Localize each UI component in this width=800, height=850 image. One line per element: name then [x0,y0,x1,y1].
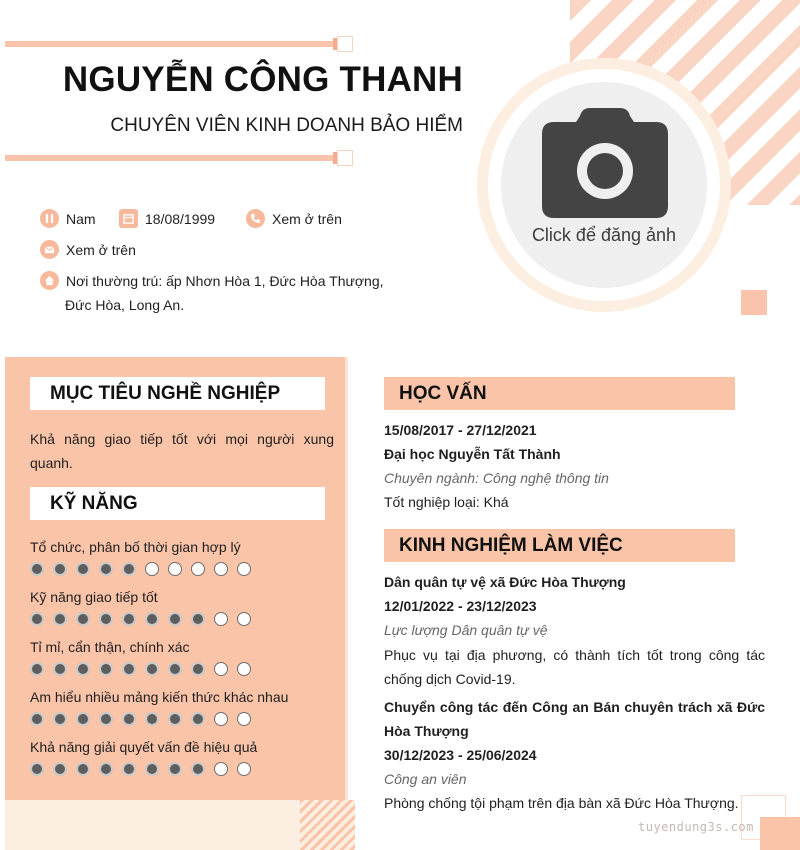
phone-info [246,209,342,228]
birthday-value: 18/08/1999 [145,210,216,227]
gender-info [40,209,96,228]
rating-dot-empty [145,562,159,576]
rating-dot-filled [53,712,67,726]
rating-dot-filled [145,612,159,626]
rating-dot-filled [53,612,67,626]
education-grade: Tốt nghiệp loại: Khá [384,494,509,510]
decorative-square [760,817,800,850]
left-column [5,357,345,800]
skill-rating [30,662,260,676]
address-info [40,271,384,290]
experience-heading: KINH NGHIỆM LÀM VIỆC [384,529,735,562]
skill-name: Tổ chức, phân bố thời gian hợp lý [30,539,241,555]
calendar-icon [119,209,138,228]
rating-dot-filled [30,562,44,576]
rating-dot-filled [191,662,205,676]
job-position: Lực lượng Dân quân tự vệ [384,622,548,638]
rating-dot-filled [76,612,90,626]
rating-dot-filled [168,662,182,676]
header-bar-top [5,41,339,47]
birthday-info [119,209,215,228]
job-position: Công an viên [384,771,467,787]
rating-dot-filled [99,612,113,626]
job-org: Chuyển công tác đến Công an Bán chuyên trách xã Đức Hòa Thượng [384,699,765,739]
rating-dot-empty [237,612,251,626]
rating-dot-empty [237,762,251,776]
address-line1: Nơi thường trú: ấp Nhơn Hòa 1, Đức Hòa Thượng, [66,272,384,289]
skill-name: Tỉ mỉ, cẩn thận, chính xác [30,639,190,655]
rating-dot-filled [168,612,182,626]
rating-dot-filled [76,662,90,676]
decorative-square [741,290,767,315]
rating-dot-filled [145,762,159,776]
rating-dot-filled [76,762,90,776]
rating-dot-filled [122,762,136,776]
left-column-edge [345,357,348,800]
rating-dot-filled [122,712,136,726]
phone-value: Xem ở trên [272,210,342,227]
skill-name: Kỹ năng giao tiếp tốt [30,589,158,605]
education-period: 15/08/2017 - 27/12/2021 [384,422,537,438]
job-org: Dân quân tự vệ xã Đức Hòa Thượng [384,574,626,590]
email-value: Xem ở trên [66,241,136,258]
decorative-stripes-small [300,800,355,850]
email-info [40,240,136,259]
rating-dot-filled [99,562,113,576]
rating-dot-filled [30,662,44,676]
rating-dot-empty [237,712,251,726]
skill-rating [30,612,260,626]
home-icon [40,271,59,290]
gender-icon [40,209,59,228]
rating-dot-filled [191,612,205,626]
rating-dot-filled [99,712,113,726]
rating-dot-empty [214,712,228,726]
rating-dot-filled [122,612,136,626]
rating-dot-empty [237,562,251,576]
rating-dot-empty [191,562,205,576]
rating-dot-filled [191,712,205,726]
rating-dot-filled [53,562,67,576]
candidate-name: NGUYỄN CÔNG THANH [62,60,463,99]
rating-dot-empty [237,662,251,676]
rating-dot-filled [122,562,136,576]
header-bar-bottom [5,155,339,161]
rating-dot-filled [30,612,44,626]
gender-value: Nam [66,210,96,227]
job-period: 30/12/2023 - 25/06/2024 [384,747,537,763]
rating-dot-filled [99,662,113,676]
job-description: Phục vụ tại địa phương, có thành tích tốt trong công tác chống dịch Covid-19. [384,647,765,687]
skills-heading: KỸ NĂNG [30,487,325,520]
rating-dot-filled [191,762,205,776]
rating-dot-filled [30,712,44,726]
skill-name: Am hiểu nhiều mảng kiến thức khác nhau [30,689,289,705]
phone-icon [246,209,265,228]
skill-rating [30,562,260,576]
rating-dot-empty [214,762,228,776]
rating-dot-filled [145,712,159,726]
rating-dot-filled [168,762,182,776]
education-school: Đại học Nguyễn Tất Thành [384,446,561,462]
education-major: Chuyên ngành: Công nghệ thông tin [384,470,609,486]
job-period: 12/01/2022 - 23/12/2023 [384,598,537,614]
skill-rating [30,762,260,776]
job-description: Phòng chống tội phạm trên địa bàn xã Đức Hòa Thượng. [384,795,739,811]
rating-dot-filled [168,712,182,726]
objective-heading: MỤC TIÊU NGHỀ NGHIỆP [30,377,325,410]
rating-dot-empty [168,562,182,576]
rating-dot-empty [214,562,228,576]
rating-dot-filled [53,762,67,776]
skill-name: Khả năng giải quyết vấn đề hiệu quả [30,739,258,755]
objective-text: Khả năng giao tiếp tốt với mọi người xung quanh. [30,431,334,471]
rating-dot-filled [53,662,67,676]
email-icon [40,240,59,259]
rating-dot-filled [76,712,90,726]
address-line2: Đức Hòa, Long An. [65,297,185,313]
rating-dot-filled [145,662,159,676]
rating-dot-filled [30,762,44,776]
rating-dot-filled [122,662,136,676]
rating-dot-filled [99,762,113,776]
rating-dot-empty [214,662,228,676]
watermark: tuyendung3s.com [638,820,754,834]
candidate-title: CHUYÊN VIÊN KINH DOANH BẢO HIỂM [110,115,463,136]
education-heading: HỌC VẤN [384,377,735,410]
rating-dot-filled [76,562,90,576]
rating-dot-empty [214,612,228,626]
photo-upload-label[interactable]: Click để đăng ảnh [531,225,677,245]
skill-rating [30,712,260,726]
camera-icon[interactable] [542,108,668,218]
